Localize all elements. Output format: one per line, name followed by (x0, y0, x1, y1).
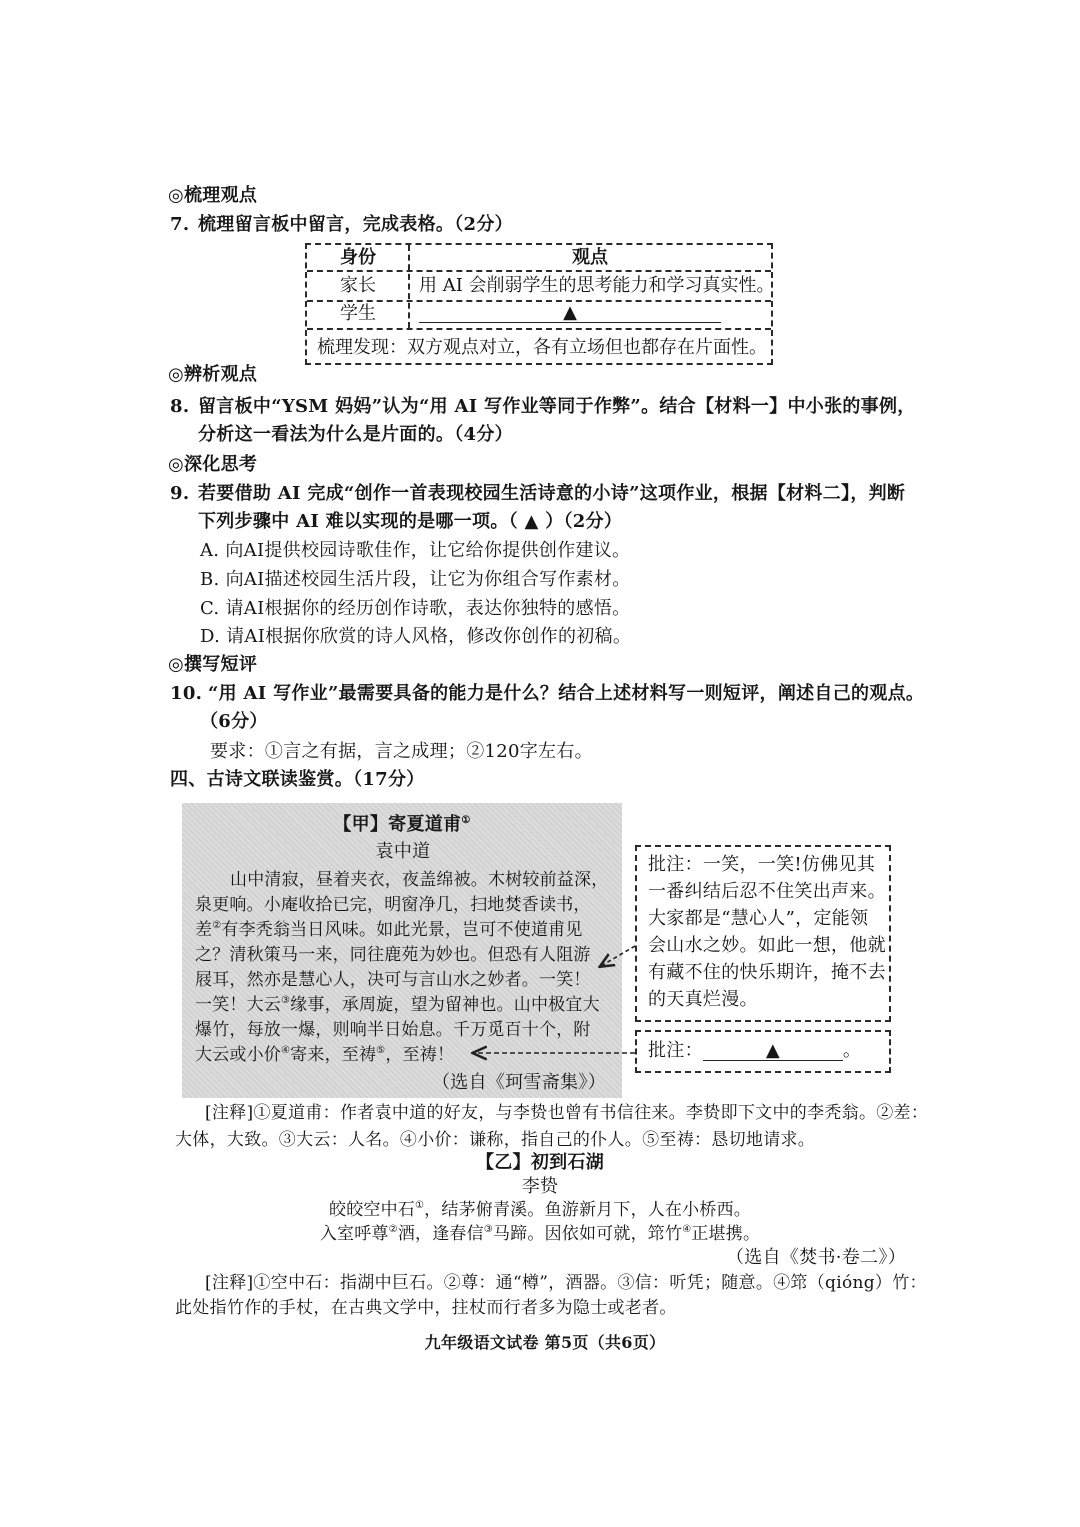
jia-source: （选自《珂雪斋集》） (432, 1072, 606, 1093)
annotation-line: 会山水之妙。如此一想，他就 (648, 935, 886, 956)
annotation-line: 大家都是“慧心人”，定能领 (648, 908, 869, 929)
question-8-line: 留言板中“YSM 妈妈”认为“用 AI 写作业等同于作弊”。结合【材料一】中小张的事例， (198, 396, 916, 417)
jia-line: 泉更响。小庵收拾已完，明窗净几，扫地焚香读书， (195, 895, 591, 915)
yi-poem-line: 皎皎空中石①，结茅俯青溪。鱼游新月下，人在小桥西。 (329, 1200, 751, 1220)
jia-line: 爆竹，每放一爆，则响半日始息。千万觅百十个，附 (195, 1020, 591, 1040)
yi-note-line: [注释]①空中石：指湖中巨石。②尊：通“樽”，酒器。③信：听凭；随意。④筇（qióng）竹： (205, 1273, 927, 1293)
yi-title: 【乙】初到石湖 (475, 1152, 605, 1173)
table-divider (307, 270, 771, 272)
page-footer: 九年级语文试卷 第5页（共6页） (424, 1333, 666, 1352)
question-7-number: 7. (170, 214, 190, 235)
jia-line: 大云或小价④寄来，至祷⑤，至祷！ (195, 1045, 455, 1065)
jia-line: 一笑！大云③缘事，承周旋，望为留神也。山中极宜大 (195, 995, 600, 1015)
question-9-line: 若要借助 AI 完成“创作一首表现校园生活诗意的小诗”这项作业，根据【材料二】，判断 (198, 483, 906, 504)
question-8-number: 8. (170, 396, 190, 417)
question-8-line: 分析这一看法为什么是片面的。（4分） (198, 424, 513, 445)
question-10-line: （6分） (200, 711, 268, 732)
table-header-view: 观点 (572, 247, 608, 268)
annotation-answer[interactable] (648, 1040, 861, 1062)
table-header-identity: 身份 (340, 247, 376, 268)
jia-line: 屐耳，然亦是慧心人，决可与言山水之妙者。一笑！ (195, 970, 591, 990)
views-table (305, 243, 773, 365)
question-7-text: 梳理留言板中留言，完成表格。（2分） (198, 214, 513, 235)
part-4-title: 四、古诗文联读鉴赏。（17分） (170, 769, 425, 790)
question-9-number: 9. (170, 483, 190, 504)
option-b[interactable]: B. 向AI描述校园生活片段，让它为你组合写作素材。 (200, 569, 631, 590)
table-divider (307, 328, 771, 330)
section-heading-analyze-views: ◎辨析观点 (168, 364, 258, 385)
option-a[interactable]: A. 向AI提供校园诗歌佳作，让它给你提供创作建议。 (200, 540, 631, 561)
question-9-line: 下列步骤中 AI 难以实现的是哪一项。（ ▲ ）（2分） (198, 511, 623, 532)
yi-poem-line: 入室呼尊②酒，逢春信③马蹄。因依如可就，筇竹④正堪携。 (319, 1224, 761, 1244)
table-summary: 梳理发现：双方观点对立，各有立场但也都存在片面性。 (317, 337, 767, 358)
question-10-line: “用 AI 写作业”最需要具备的能力是什么？结合上述材料写一则短评，阐述自己的观点。 (208, 683, 925, 704)
answer-blank[interactable]: ▲ (419, 302, 721, 323)
section-heading-write-review: ◎撰写短评 (168, 654, 258, 675)
annotation-line: 一番纠结后忍不住笑出声来。 (648, 881, 886, 902)
yi-source: （选自《焚书·卷二》） (725, 1247, 906, 1268)
answer-blank[interactable]: ▲ (703, 1040, 843, 1061)
yi-note-line: 此处指竹作的手杖，在古典文学中，拄杖而行者多为隐士或老者。 (175, 1298, 677, 1318)
table-column-divider (408, 245, 410, 328)
option-d[interactable]: D. 请AI根据你欣赏的诗人风格，修改你创作的初稿。 (200, 626, 632, 647)
jia-line: 之？清秋策马一来，同往鹿苑为妙也。但恐有人阻游 (195, 945, 591, 965)
table-cell-student-view[interactable] (419, 302, 721, 324)
jia-author: 袁中道 (375, 841, 431, 862)
question-10-number: 10. (170, 683, 203, 704)
jia-line: 山中清寂，昼着夹衣，夜盖绵被。木树较前益深， (230, 870, 609, 890)
table-cell-parent-view: 用 AI 会削弱学生的思考能力和学习真实性。 (419, 275, 775, 296)
table-cell-parent: 家长 (340, 275, 376, 296)
annotation-line: 批注：一笑，一笑!仿佛见其 (648, 854, 876, 875)
jia-line: 差②有李秃翁当日风味。如此光景，岂可不使道甫见 (195, 920, 583, 940)
annotation-line: 的天真烂漫。 (648, 989, 758, 1010)
option-c[interactable]: C. 请AI根据你的经历创作诗歌，表达你独特的感悟。 (200, 598, 631, 619)
jia-note-line: [注释]①夏道甫：作者袁中道的好友，与李贽也曾有书信往来。李贽即下文中的李秃翁。②差： (205, 1103, 929, 1123)
question-10-requirement: 要求：①言之有据，言之成理；②120字左右。 (210, 741, 593, 762)
jia-title: 【甲】寄夏道甫① (333, 814, 471, 835)
annotation-label: 批注： (648, 1040, 703, 1061)
section-heading-deep-thinking: ◎深化思考 (168, 454, 258, 475)
annotation-end: 。 (842, 1040, 862, 1061)
annotation-line: 有藏不住的快乐期许，掩不去 (648, 962, 886, 983)
yi-author: 李贽 (521, 1176, 559, 1197)
section-heading-sort-views: ◎梳理观点 (168, 185, 258, 206)
table-cell-student: 学生 (340, 303, 376, 324)
jia-note-line: 大体，大致。③大云：人名。④小价：谦称，指自己的仆人。⑤至祷：恳切地请求。 (175, 1130, 816, 1150)
